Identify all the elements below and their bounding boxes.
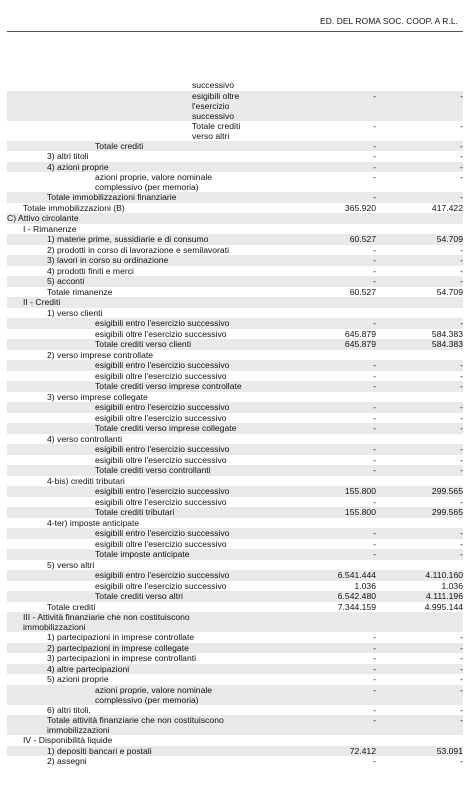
table-row <box>7 329 463 340</box>
current-year-value: - <box>373 642 376 653</box>
current-year-value: - <box>373 276 376 286</box>
row-label: esigibili entro l'esercizio successivo <box>95 318 230 328</box>
current-year-value: - <box>373 454 376 465</box>
row-label <box>7 685 292 705</box>
row-label: C) Attivo circolante <box>7 213 79 223</box>
previous-year-value: - <box>460 632 463 642</box>
current-year-value: - <box>373 538 376 549</box>
table-row <box>7 234 463 245</box>
current-year-value: - <box>373 244 376 255</box>
table-row <box>7 560 463 571</box>
current-year-value: - <box>373 151 376 161</box>
table-row <box>7 549 463 560</box>
table-row <box>7 80 463 91</box>
previous-year-value: - <box>460 538 463 549</box>
row-label: 2) partecipazioni in imprese collegate <box>47 642 189 653</box>
table-row <box>7 318 463 329</box>
previous-year-value: 4.995.144 <box>424 601 463 612</box>
table-row <box>7 91 463 121</box>
row-label: 1) verso clienti <box>47 307 103 318</box>
row-label: esigibili entro l'esercizio successivo <box>95 444 230 454</box>
table-row <box>7 287 463 298</box>
previous-year-value: - <box>460 715 463 725</box>
previous-year-value: - <box>460 412 463 423</box>
table-row <box>7 350 463 361</box>
previous-year-value: - <box>460 120 463 131</box>
previous-year-value: - <box>460 172 463 182</box>
current-year-value: - <box>373 255 376 265</box>
table-row <box>7 172 463 192</box>
table-row <box>7 455 463 466</box>
row-label: esigibili entro l'esercizio successivo <box>95 402 230 412</box>
table-row <box>7 381 463 392</box>
current-year-value: 645.879 <box>344 328 376 339</box>
table-row <box>7 518 463 529</box>
current-year-value: - <box>373 496 376 507</box>
current-year-value: - <box>373 381 376 391</box>
previous-year-value: 54.709 <box>436 286 463 297</box>
row-label: esigibili oltre l'esercizio successivo <box>95 538 227 549</box>
previous-year-value: - <box>460 496 463 507</box>
row-label: Totale crediti verso altri <box>95 591 183 601</box>
current-year-value: - <box>373 444 376 454</box>
current-year-value: - <box>373 423 376 433</box>
current-year-value: - <box>373 172 376 182</box>
table-row <box>7 392 463 403</box>
row-label: 5) acconti <box>47 276 85 286</box>
row-label: esigibili oltre l'esercizio successivo <box>95 454 227 465</box>
row-label-text: azioni proprie, valore nominale complessivo (per memoria) <box>95 684 213 705</box>
previous-year-value: 584.383 <box>431 339 463 349</box>
table-row <box>7 528 463 539</box>
current-year-value: - <box>373 412 376 423</box>
row-label-text: esigibili oltre l'esercizio successivo <box>192 90 240 121</box>
current-year-value: - <box>373 192 376 202</box>
current-year-value: - <box>373 528 376 538</box>
table-row <box>7 434 463 445</box>
previous-year-value: - <box>460 454 463 465</box>
row-label: 5) azioni proprie <box>47 674 109 684</box>
row-label: 3) partecipazioni in imprese controllanti <box>47 653 197 663</box>
table-row <box>7 121 463 141</box>
row-label: Totale crediti verso imprese controllate <box>95 381 242 391</box>
row-label: Totale immobilizzazioni (B) <box>23 202 125 213</box>
row-label <box>7 715 292 735</box>
current-year-value: 6.541.444 <box>337 570 376 580</box>
previous-year-value: 53.091 <box>436 745 463 756</box>
current-year-value: - <box>373 715 376 725</box>
previous-year-value: 417.422 <box>431 202 463 213</box>
table-row <box>7 413 463 424</box>
previous-year-value: 4.111.196 <box>426 591 463 601</box>
row-label: 4) verso controllanti <box>47 433 122 444</box>
table-row <box>7 371 463 382</box>
previous-year-value: 1.036 <box>441 580 463 591</box>
row-label: esigibili oltre l'esercizio successivo <box>95 412 227 423</box>
row-label-text: Totale crediti verso altri <box>192 120 241 141</box>
table-row <box>7 591 463 602</box>
previous-year-value: 584.383 <box>431 328 463 339</box>
current-year-value: 60.527 <box>349 234 376 244</box>
previous-year-value: - <box>460 402 463 412</box>
table-row <box>7 746 463 757</box>
row-label: Totale crediti verso controllanti <box>95 465 211 475</box>
row-label: 3) lavori in corso su ordinazione <box>47 255 169 265</box>
table-row <box>7 602 463 613</box>
row-label: Totale rimanenze <box>47 286 113 297</box>
row-label: 6) altri titoli. <box>47 704 91 715</box>
row-label: esigibili entro l'esercizio successivo <box>95 486 230 496</box>
previous-year-value: - <box>460 140 463 151</box>
current-year-value: - <box>373 161 376 172</box>
previous-year-value: - <box>460 642 463 653</box>
row-label: Totale crediti <box>95 140 144 151</box>
previous-year-value: - <box>460 756 463 766</box>
current-year-value: - <box>373 120 376 131</box>
previous-year-value: - <box>460 663 463 674</box>
table-row <box>7 507 463 518</box>
current-year-value: 155.800 <box>344 507 376 517</box>
row-label: esigibili oltre l'esercizio successivo <box>95 580 227 591</box>
previous-year-value: - <box>460 360 463 370</box>
previous-year-value: - <box>460 265 463 276</box>
table-row <box>7 151 463 162</box>
previous-year-value: - <box>460 151 463 161</box>
table-row <box>7 643 463 654</box>
row-label <box>7 612 292 632</box>
table-row <box>7 674 463 685</box>
row-label: 1) depositi bancari e postali <box>47 745 152 756</box>
row-label-text: Totale attività finanziarie che non costituiscono immobilizzazioni <box>47 715 224 735</box>
table-row <box>7 203 463 214</box>
current-year-value: - <box>373 265 376 276</box>
company-name: ED. DEL ROMA SOC. COOP. A R.L. <box>320 16 458 26</box>
row-label: esigibili oltre l'esercizio successivo <box>95 328 227 339</box>
previous-year-value: - <box>460 90 463 101</box>
current-year-value: - <box>373 549 376 559</box>
current-year-value: - <box>373 90 376 101</box>
row-label <box>7 91 292 121</box>
row-label: Totale crediti <box>47 601 96 612</box>
table-row <box>7 423 463 434</box>
row-label: Totale crediti verso imprese collegate <box>95 423 237 433</box>
row-label: 4) altre partecipazioni <box>47 663 130 674</box>
header-rule <box>7 31 463 32</box>
balance-sheet-table <box>7 80 463 767</box>
row-label: esigibili entro l'esercizio successivo <box>95 570 230 580</box>
row-label: 2) verso imprese controllate <box>47 349 154 360</box>
row-label: Totale immobilizzazioni finanziarie <box>47 192 177 202</box>
row-label: 5) verso altri <box>47 559 95 570</box>
table-row <box>7 664 463 675</box>
row-label: 4-bis) crediti tributari <box>47 475 125 486</box>
row-label: 2) prodotti in corso di lavorazione e semilavorati <box>47 244 229 255</box>
row-label: 1) materie prime, sussidiarie e di consumo <box>47 234 209 244</box>
row-label: esigibili oltre l'esercizio successivo <box>95 496 227 507</box>
previous-year-value: - <box>460 465 463 475</box>
current-year-value: - <box>373 684 376 695</box>
current-year-value: 155.800 <box>344 486 376 496</box>
previous-year-value: - <box>460 192 463 202</box>
previous-year-value: 54.709 <box>436 234 463 244</box>
current-year-value: 60.527 <box>349 286 376 297</box>
row-label <box>7 80 292 90</box>
table-row <box>7 476 463 487</box>
current-year-value: 72.412 <box>349 745 376 756</box>
table-row <box>7 539 463 550</box>
row-label: 3) altri titoli <box>47 151 89 161</box>
current-year-value: - <box>373 402 376 412</box>
previous-year-value: - <box>460 653 463 663</box>
row-label-text: azioni proprie, valore nominale complessivo (per memoria) <box>95 172 213 192</box>
previous-year-value: - <box>460 549 463 559</box>
previous-year-value: - <box>460 528 463 538</box>
current-year-value: - <box>373 360 376 370</box>
current-year-value: - <box>373 704 376 715</box>
row-label <box>7 121 292 141</box>
current-year-value: - <box>373 632 376 642</box>
previous-year-value: - <box>460 444 463 454</box>
previous-year-value: - <box>460 704 463 715</box>
row-label: 4) azioni proprie <box>47 161 109 172</box>
table-row <box>7 756 463 767</box>
row-label: Totale crediti tributari <box>95 507 175 517</box>
table-row <box>7 339 463 350</box>
row-label: esigibili oltre l'esercizio successivo <box>95 370 227 381</box>
previous-year-value: - <box>460 161 463 172</box>
current-year-value: 365.920 <box>344 202 376 213</box>
table-row <box>7 497 463 508</box>
table-row <box>7 308 463 319</box>
current-year-value: - <box>373 140 376 151</box>
row-label: esigibili entro l'esercizio successivo <box>95 528 230 538</box>
previous-year-value: 299.565 <box>431 486 463 496</box>
previous-year-value: - <box>460 381 463 391</box>
table-row <box>7 360 463 371</box>
previous-year-value: - <box>460 276 463 286</box>
row-label: 4) prodotti finiti e merci <box>47 265 134 276</box>
previous-year-value: - <box>460 244 463 255</box>
row-label: Totale imposte anticipate <box>95 549 190 559</box>
current-year-value: - <box>373 370 376 381</box>
table-row <box>7 245 463 256</box>
row-label: IV - Disponibilità liquide <box>23 735 113 745</box>
previous-year-value: - <box>460 370 463 381</box>
previous-year-value: - <box>460 318 463 328</box>
row-label: II - Crediti <box>23 297 61 307</box>
row-label: I - Rimanenze <box>23 223 77 234</box>
current-year-value: - <box>373 653 376 663</box>
row-label: Totale crediti verso clienti <box>95 339 192 349</box>
row-label-text: successivo <box>192 80 235 90</box>
table-row <box>7 705 463 716</box>
table-row <box>7 685 463 705</box>
row-label <box>7 172 292 192</box>
current-year-value: - <box>373 318 376 328</box>
current-year-value: - <box>373 674 376 684</box>
table-row <box>7 141 463 152</box>
current-year-value: 7.344.159 <box>337 601 376 612</box>
current-year-value: - <box>373 756 376 766</box>
current-year-value: - <box>373 465 376 475</box>
table-row <box>7 486 463 497</box>
current-year-value: 645.879 <box>344 339 376 349</box>
table-row <box>7 715 463 735</box>
previous-year-value: - <box>460 674 463 684</box>
row-label: 4-ter) imposte anticipate <box>47 517 140 528</box>
table-row <box>7 632 463 643</box>
table-row <box>7 162 463 173</box>
previous-year-value: 299.565 <box>431 507 463 517</box>
table-row <box>7 570 463 581</box>
table-row <box>7 297 463 308</box>
current-year-value: 1.036 <box>354 580 376 591</box>
table-row <box>7 213 463 224</box>
row-label: 3) verso imprese collegate <box>47 391 148 402</box>
table-row <box>7 735 463 746</box>
previous-year-value: - <box>460 423 463 433</box>
table-row <box>7 581 463 592</box>
current-year-value: 6.542.480 <box>337 591 376 601</box>
row-label: 2) assegni <box>47 756 87 766</box>
row-label-text: III - Attività finanziarie che non costituiscono immobilizzazioni <box>23 612 190 632</box>
current-year-value: - <box>373 663 376 674</box>
table-row <box>7 276 463 287</box>
table-row <box>7 465 463 476</box>
table-row <box>7 192 463 203</box>
table-row <box>7 402 463 413</box>
table-row <box>7 224 463 235</box>
previous-year-value: 4.110.160 <box>425 570 463 580</box>
table-row <box>7 255 463 266</box>
table-row <box>7 444 463 455</box>
table-row <box>7 266 463 277</box>
row-label: esigibili entro l'esercizio successivo <box>95 360 230 370</box>
row-label: 1) partecipazioni in imprese controllate <box>47 632 195 642</box>
table-row <box>7 612 463 632</box>
previous-year-value: - <box>460 255 463 265</box>
table-row <box>7 653 463 664</box>
previous-year-value: - <box>460 684 463 695</box>
